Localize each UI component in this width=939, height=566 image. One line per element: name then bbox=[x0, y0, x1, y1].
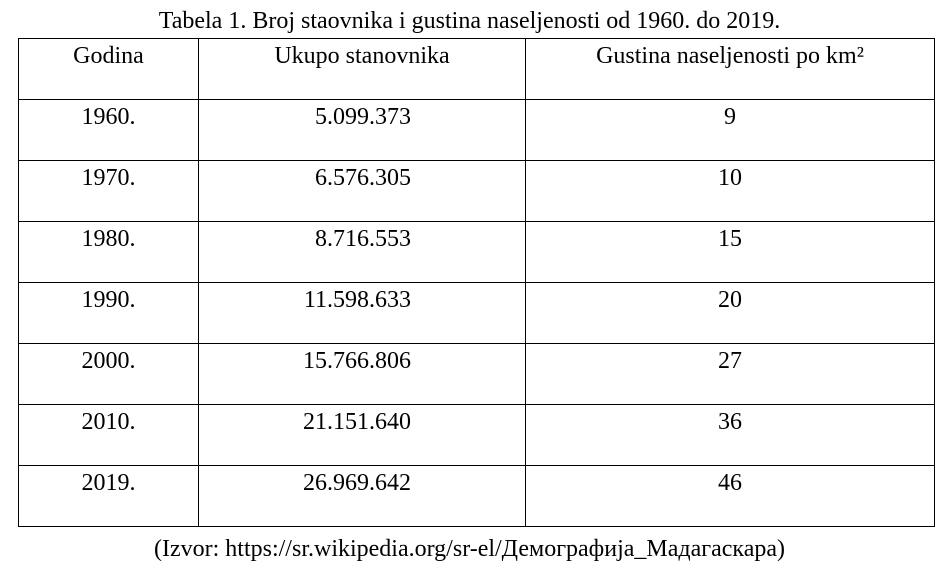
table-row bbox=[19, 100, 935, 161]
cell-year: 1960. bbox=[19, 100, 199, 161]
table-row bbox=[19, 344, 935, 405]
table-row bbox=[19, 222, 935, 283]
cell-density: 46 bbox=[526, 466, 935, 527]
cell-population: 5.099.373 bbox=[199, 100, 526, 161]
cell-year: 1990. bbox=[19, 283, 199, 344]
table-header-row bbox=[19, 39, 935, 100]
cell-year: 2010. bbox=[19, 405, 199, 466]
table-row bbox=[19, 283, 935, 344]
cell-population: 26.969.642 bbox=[199, 466, 526, 527]
cell-population: 8.716.553 bbox=[199, 222, 526, 283]
cell-year: 2019. bbox=[19, 466, 199, 527]
table-caption: Tabela 1. Broj staovnika i gustina naseljenosti od 1960. do 2019. bbox=[158, 8, 781, 34]
cell-population: 11.598.633 bbox=[199, 283, 526, 344]
cell-density: 9 bbox=[526, 100, 935, 161]
table-row bbox=[19, 161, 935, 222]
table-row bbox=[19, 405, 935, 466]
cell-density: 10 bbox=[526, 161, 935, 222]
cell-population: 6.576.305 bbox=[199, 161, 526, 222]
column-header-year: Godina bbox=[19, 39, 199, 100]
cell-density: 15 bbox=[526, 222, 935, 283]
cell-year: 1970. bbox=[19, 161, 199, 222]
column-header-population: Ukupo stanovnika bbox=[199, 39, 526, 100]
population-table bbox=[18, 38, 935, 527]
table-row bbox=[19, 466, 935, 527]
cell-year: 2000. bbox=[19, 344, 199, 405]
cell-year: 1980. bbox=[19, 222, 199, 283]
cell-population: 15.766.806 bbox=[199, 344, 526, 405]
source-note: (Izvor: https://sr.wikipedia.org/sr-el/Демографија_Мадагаскара) bbox=[154, 536, 785, 562]
cell-density: 36 bbox=[526, 405, 935, 466]
cell-density: 20 bbox=[526, 283, 935, 344]
cell-population: 21.151.640 bbox=[199, 405, 526, 466]
column-header-density: Gustina naseljenosti po km² bbox=[526, 39, 935, 100]
cell-density: 27 bbox=[526, 344, 935, 405]
